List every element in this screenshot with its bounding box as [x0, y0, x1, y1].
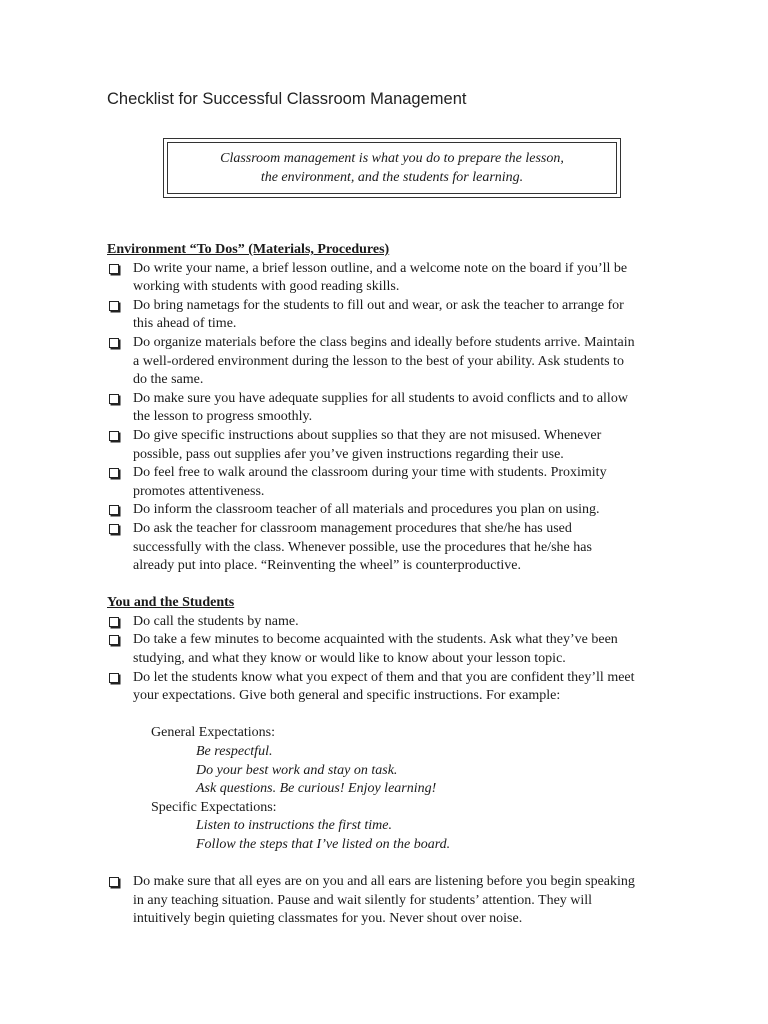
item-line: in any teaching situation. Pause and wait silently for students’ attention. They will	[133, 892, 593, 908]
quote-box	[163, 138, 621, 198]
quote-line-2: the environment, and the students for learning.	[260, 170, 524, 185]
item-line: this ahead of time.	[133, 316, 237, 332]
section-heading-students: You and the Students	[107, 595, 235, 611]
document-title: Checklist for Successful Classroom Management	[107, 90, 467, 108]
checkbox-icon	[109, 524, 119, 534]
checklist-item	[107, 613, 707, 632]
checkbox-icon	[109, 264, 119, 274]
item-line: successfully with the class. Whenever possible, use the procedures that he/she has	[133, 539, 592, 555]
item-line: Do ask the teacher for classroom management procedures that she/he has used	[133, 520, 572, 536]
item-line: Do bring nametags for the students to fill out and wear, or ask the teacher to arrange for	[133, 297, 624, 313]
item-line: already put into place. “Reinventing the wheel” is counterproductive.	[133, 558, 521, 574]
checklist-item	[107, 297, 707, 334]
checkbox-icon	[109, 505, 119, 515]
checklist-item	[107, 260, 707, 297]
expectation-item: Listen to instructions the first time.	[196, 818, 393, 834]
checklist-item	[107, 631, 707, 668]
checklist-item	[107, 464, 707, 501]
checkbox-icon	[109, 468, 119, 478]
item-line: working with students with good reading skills.	[133, 279, 400, 295]
checkbox-icon	[109, 394, 119, 404]
item-line: Do let the students know what you expect of them and that you are confident they’ll meet	[133, 669, 635, 685]
spacer	[107, 706, 707, 725]
item-line: Do make sure you have adequate supplies for all students to avoid conflicts and to allow	[133, 390, 628, 406]
checkbox-icon	[109, 301, 119, 311]
expectation-item: Be respectful.	[196, 744, 273, 760]
item-line: intuitively begin quieting classmates for you. Never shout over noise.	[133, 911, 523, 927]
checkbox-icon	[109, 877, 119, 887]
item-line: Do give specific instructions about supplies so that they are not misused. Whenever	[133, 427, 602, 443]
expectation-item: Do your best work and stay on task.	[196, 762, 398, 778]
quote-line-1: Classroom management is what you do to prepare the lesson,	[220, 151, 564, 166]
checkbox-icon	[109, 338, 119, 348]
section-heading-environment: Environment “To Dos” (Materials, Procedures)	[107, 242, 390, 257]
general-expectations-label: General Expectations:	[151, 725, 276, 741]
checkbox-icon	[109, 617, 119, 627]
checklist-item	[107, 334, 707, 390]
spacer	[107, 576, 707, 595]
item-line: Do make sure that all eyes are on you and all ears are listening before you begin speaking	[133, 874, 635, 890]
checklist-item	[107, 390, 707, 427]
checklist-item	[107, 873, 707, 929]
quote-inner-border	[167, 142, 617, 194]
item-line: a well-ordered environment during the lesson to the best of your ability. Ask students to	[133, 353, 624, 369]
item-line: do the same.	[133, 372, 204, 388]
expectation-item: Ask questions. Be curious! Enjoy learning!	[196, 781, 437, 797]
checkbox-icon	[109, 431, 119, 441]
item-line: the lesson to progress smoothly.	[133, 409, 313, 425]
item-line: Do write your name, a brief lesson outline, and a welcome note on the board if you’ll be	[133, 260, 628, 276]
expectation-item: Follow the steps that I’ve listed on the board.	[196, 837, 451, 852]
item-line: Do feel free to walk around the classroom during your time with students. Proximity	[133, 465, 607, 481]
item-line: Do call the students by name.	[133, 613, 299, 629]
checklist-body	[107, 241, 707, 929]
specific-expectations-label: Specific Expectations:	[151, 799, 277, 815]
item-line: studying, and what they know or would like to know about your lesson topic.	[133, 651, 566, 667]
checklist-item	[107, 669, 707, 706]
checkbox-icon	[109, 673, 119, 683]
item-line: Do organize materials before the class begins and ideally before students arrive. Maintain	[133, 334, 635, 350]
checklist-item	[107, 427, 707, 464]
spacer	[107, 855, 707, 874]
checklist-item	[107, 501, 707, 520]
item-line: possible, pass out supplies afer you’ve given instructions regarding their use.	[133, 446, 564, 462]
item-line: Do inform the classroom teacher of all materials and procedures you plan on using.	[133, 502, 600, 518]
item-line: promotes attentiveness.	[133, 483, 265, 499]
item-line: Do take a few minutes to become acquainted with the students. Ask what they’ve been	[133, 632, 618, 648]
checkbox-icon	[109, 635, 119, 645]
item-line: your expectations. Give both general and specific instructions. For example:	[133, 688, 561, 704]
checklist-item	[107, 520, 707, 576]
